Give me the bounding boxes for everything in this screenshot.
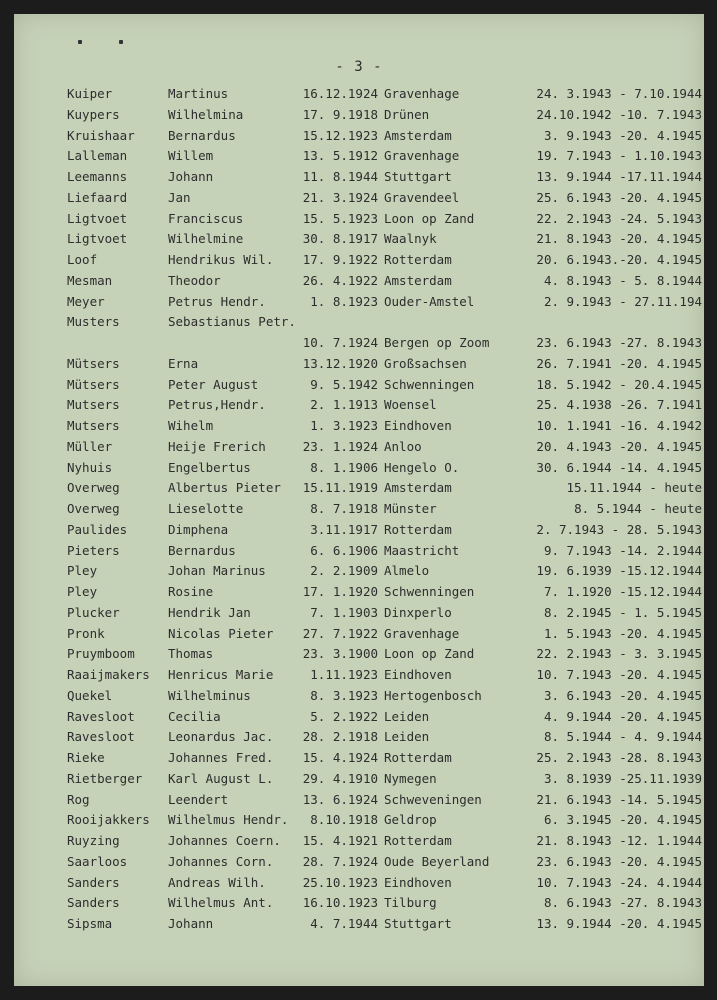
surname-cell: Loof bbox=[67, 252, 98, 267]
surname-cell: Rietberger bbox=[67, 770, 143, 786]
birth-date-cell: 9. 5.1942 bbox=[310, 376, 378, 392]
period-cell: 4. 8.1943 - 5. 8.1944 bbox=[543, 272, 702, 288]
birth-place-cell: Stuttgart bbox=[384, 916, 452, 931]
period-cell: 25. 2.1943 -28. 8.1943 bbox=[536, 750, 702, 765]
birth-place-cell: Gravenhage bbox=[384, 86, 460, 101]
given-names-cell: Cecilia bbox=[168, 708, 221, 724]
given-names-cell: Wilhelmus Hendr. bbox=[168, 812, 289, 828]
surname-cell: Quekel bbox=[67, 687, 113, 703]
period-cell: 13. 9.1944 -20. 4.1945 bbox=[536, 916, 702, 931]
period-cell: 7. 1.1920 -15.12.1944 bbox=[543, 584, 702, 599]
birth-date-cell: 5. 2.1922 bbox=[310, 708, 378, 724]
given-names-cell: Leendert bbox=[168, 791, 229, 807]
list-row bbox=[14, 354, 704, 375]
list-row bbox=[14, 126, 704, 147]
surname-cell: Lalleman bbox=[67, 148, 128, 164]
given-names-cell: Sebastianus Petr. bbox=[168, 314, 296, 330]
birth-date-cell: 28. 2.1918 bbox=[302, 729, 378, 745]
given-names-cell: Bernardus bbox=[168, 542, 236, 558]
birth-date-cell: 3.11.1917 bbox=[310, 521, 378, 537]
birth-date-cell: 1. 3.1923 bbox=[310, 418, 378, 433]
period-cell: 23. 6.1943 -27. 8.1943 bbox=[536, 335, 702, 350]
given-names-cell: Wilhelmine bbox=[168, 231, 244, 247]
given-names-cell: Lieselotte bbox=[168, 501, 244, 516]
period-cell: 13. 9.1944 -17.11.1944 bbox=[536, 169, 702, 184]
given-names-cell: Wihelm bbox=[168, 418, 214, 433]
surname-cell: Paulides bbox=[67, 521, 128, 537]
period-cell: 8. 6.1943 -27. 8.1943 bbox=[543, 895, 702, 911]
list-row bbox=[14, 146, 704, 167]
birth-place-cell: Hengelo O. bbox=[384, 459, 460, 475]
list-row bbox=[14, 437, 704, 458]
birth-place-cell: Schweveningen bbox=[384, 791, 482, 807]
surname-cell: Sanders bbox=[67, 895, 120, 911]
birth-place-cell: Almelo bbox=[384, 563, 430, 579]
birth-date-cell: 7. 1.1903 bbox=[310, 604, 378, 620]
given-names-cell: Karl August L. bbox=[168, 770, 274, 786]
birth-place-cell: Eindhoven bbox=[384, 874, 452, 890]
period-cell: 21. 6.1943 -14. 5.1945 bbox=[536, 791, 702, 807]
surname-cell: Kruishaar bbox=[67, 127, 135, 143]
list-row bbox=[14, 458, 704, 479]
birth-date-cell: 26. 4.1922 bbox=[302, 272, 378, 288]
birth-place-cell: Gravenhage bbox=[384, 625, 460, 641]
birth-date-cell: 28. 7.1924 bbox=[302, 853, 378, 869]
surname-cell: Sipsma bbox=[67, 916, 113, 931]
birth-date-cell: 2. 1.1913 bbox=[310, 397, 378, 413]
list-row bbox=[14, 541, 704, 562]
birth-date-cell: 15.11.1919 bbox=[302, 480, 378, 496]
period-cell: 8. 2.1945 - 1. 5.1945 bbox=[543, 604, 702, 620]
birth-place-cell: Ouder-Amstel bbox=[384, 293, 475, 309]
period-cell: 22. 2.1943 - 3. 3.1945 bbox=[536, 646, 702, 662]
surname-cell: Kuiper bbox=[67, 86, 113, 101]
list-row bbox=[14, 84, 704, 105]
given-names-cell: Albertus Pieter bbox=[168, 480, 281, 496]
surname-cell: Pley bbox=[67, 584, 98, 599]
period-cell: 3. 6.1943 -20. 4.1945 bbox=[543, 687, 702, 703]
birth-place-cell: Nymegen bbox=[384, 770, 437, 786]
list-row bbox=[14, 852, 704, 873]
given-names-cell: Hendrikus Wil. bbox=[168, 252, 274, 267]
birth-date-cell: 15. 5.1923 bbox=[302, 210, 378, 226]
surname-cell: Pruymboom bbox=[67, 646, 135, 662]
list-row bbox=[14, 395, 704, 416]
birth-date-cell: 17. 9.1922 bbox=[302, 252, 378, 267]
period-cell: 10. 7.1943 -20. 4.1945 bbox=[536, 667, 702, 682]
period-cell: 1. 5.1943 -20. 4.1945 bbox=[543, 625, 702, 641]
given-names-cell: Willem bbox=[168, 148, 214, 164]
period-cell: 3. 8.1939 -25.11.1939 bbox=[543, 770, 702, 786]
list-row bbox=[14, 914, 704, 935]
given-names-cell: Johann bbox=[168, 169, 214, 184]
birth-date-cell: 23. 3.1900 bbox=[302, 646, 378, 662]
surname-cell: Rooijakkers bbox=[67, 812, 150, 828]
birth-date-cell: 15.12.1923 bbox=[302, 127, 378, 143]
given-names-cell: Dimphena bbox=[168, 521, 229, 537]
list-row bbox=[14, 292, 704, 313]
birth-date-cell: 15. 4.1924 bbox=[302, 750, 378, 765]
given-names-cell: Theodor bbox=[168, 272, 221, 288]
period-cell: 6. 3.1945 -20. 4.1945 bbox=[543, 812, 702, 828]
birth-place-cell: Loon op Zand bbox=[384, 646, 475, 662]
list-row bbox=[14, 478, 704, 499]
birth-place-cell: Rotterdam bbox=[384, 750, 452, 765]
birth-date-cell: 1.11.1923 bbox=[310, 667, 378, 682]
surname-cell: Nyhuis bbox=[67, 459, 113, 475]
period-cell: 9. 7.1943 -14. 2.1944 bbox=[543, 542, 702, 558]
birth-date-cell: 4. 7.1944 bbox=[310, 916, 378, 931]
birth-place-cell: Gravenhage bbox=[384, 148, 460, 164]
given-names-cell: Peter August bbox=[168, 376, 259, 392]
given-names-cell: Nicolas Pieter bbox=[168, 625, 274, 641]
list-row bbox=[14, 188, 704, 209]
given-names-cell: Franciscus bbox=[168, 210, 244, 226]
given-names-cell: Erna bbox=[168, 355, 199, 371]
surname-cell: Leemanns bbox=[67, 169, 128, 184]
birth-date-cell: 8. 1.1906 bbox=[310, 459, 378, 475]
surname-cell: Sanders bbox=[67, 874, 120, 890]
birth-date-cell: 1. 8.1923 bbox=[310, 293, 378, 309]
given-names-cell: Johan Marinus bbox=[168, 563, 266, 579]
list-row bbox=[14, 250, 704, 271]
birth-place-cell: Leiden bbox=[384, 708, 430, 724]
birth-date-cell: 16.12.1924 bbox=[302, 86, 378, 101]
surname-cell: Musters bbox=[67, 314, 120, 330]
period-cell: 10. 7.1943 -24. 4.1944 bbox=[536, 874, 702, 890]
birth-place-cell: Tilburg bbox=[384, 895, 437, 911]
given-names-cell: Wilhelminus bbox=[168, 687, 251, 703]
period-cell: 22. 2.1943 -24. 5.1943 bbox=[536, 210, 702, 226]
surname-cell: Pronk bbox=[67, 625, 105, 641]
period-cell: 23. 6.1943 -20. 4.1945 bbox=[536, 853, 702, 869]
birth-place-cell: Oude Beyerland bbox=[384, 853, 490, 869]
period-cell: 25. 4.1938 -26. 7.1941 bbox=[536, 397, 702, 413]
birth-place-cell: Amsterdam bbox=[384, 127, 452, 143]
punch-mark bbox=[119, 40, 123, 44]
surname-cell: Ligtvoet bbox=[67, 231, 128, 247]
list-row bbox=[14, 603, 704, 624]
birth-date-cell: 21. 3.1924 bbox=[302, 189, 378, 205]
period-cell: 8. 5.1944 - 4. 9.1944 bbox=[543, 729, 702, 745]
period-cell: 24.10.1942 -10. 7.1943 bbox=[536, 106, 702, 122]
list-row bbox=[14, 727, 704, 748]
surname-cell: Saarloos bbox=[67, 853, 128, 869]
surname-cell: Liefaard bbox=[67, 189, 128, 205]
birth-date-cell: 15. 4.1921 bbox=[302, 833, 378, 848]
birth-place-cell: Rotterdam bbox=[384, 833, 452, 848]
given-names-cell: Heije Frerich bbox=[168, 438, 266, 454]
list-row bbox=[14, 105, 704, 126]
surname-cell: Raaijmakers bbox=[67, 667, 150, 682]
birth-date-cell: 2. 2.1909 bbox=[310, 563, 378, 579]
list-row bbox=[14, 375, 704, 396]
period-cell: 8. 5.1944 - heute bbox=[574, 501, 702, 516]
surname-cell: Kuypers bbox=[67, 106, 120, 122]
birth-place-cell: Stuttgart bbox=[384, 169, 452, 184]
birth-date-cell: 30. 8.1917 bbox=[302, 231, 378, 247]
period-cell: 24. 3.1943 - 7.10.1944 bbox=[536, 86, 702, 101]
birth-date-cell: 25.10.1923 bbox=[302, 874, 378, 890]
list-row bbox=[14, 831, 704, 852]
birth-place-cell: Eindhoven bbox=[384, 418, 452, 433]
period-cell: 2. 7.1943 - 28. 5.1943 bbox=[536, 521, 702, 537]
given-names-cell: Petrus,Hendr. bbox=[168, 397, 266, 413]
given-names-cell: Andreas Wilh. bbox=[168, 874, 266, 890]
birth-date-cell: 29. 4.1910 bbox=[302, 770, 378, 786]
given-names-cell: Bernardus bbox=[168, 127, 236, 143]
surname-cell: Ravesloot bbox=[67, 729, 135, 745]
list-row bbox=[14, 873, 704, 894]
list-row bbox=[14, 665, 704, 686]
birth-date-cell: 17. 1.1920 bbox=[302, 584, 378, 599]
list-row bbox=[14, 229, 704, 250]
period-cell: 25. 6.1943 -20. 4.1945 bbox=[536, 189, 702, 205]
list-row bbox=[14, 893, 704, 914]
birth-date-cell: 16.10.1923 bbox=[302, 895, 378, 911]
list-row bbox=[14, 624, 704, 645]
list-row bbox=[14, 790, 704, 811]
birth-place-cell: Amsterdam bbox=[384, 480, 452, 496]
period-cell: 10. 1.1941 -16. 4.1942 bbox=[536, 418, 702, 433]
surname-cell: Mesman bbox=[67, 272, 113, 288]
birth-place-cell: Anloo bbox=[384, 438, 422, 454]
given-names-cell: Wilhelmina bbox=[168, 106, 244, 122]
list-row bbox=[14, 167, 704, 188]
period-cell: 30. 6.1944 -14. 4.1945 bbox=[536, 459, 702, 475]
birth-place-cell: Rotterdam bbox=[384, 252, 452, 267]
given-names-cell: Wilhelmus Ant. bbox=[168, 895, 274, 911]
birth-date-cell: 17. 9.1918 bbox=[302, 106, 378, 122]
document-page bbox=[14, 14, 704, 986]
given-names-cell: Engelbertus bbox=[168, 459, 251, 475]
birth-place-cell: Waalnyk bbox=[384, 231, 437, 247]
birth-place-cell: Bergen op Zoom bbox=[384, 335, 490, 350]
birth-date-cell: 13. 6.1924 bbox=[302, 791, 378, 807]
period-cell: 20. 6.1943.-20. 4.1945 bbox=[536, 252, 702, 267]
list-row bbox=[14, 333, 704, 354]
birth-place-cell: Hertogenbosch bbox=[384, 687, 482, 703]
birth-date-cell: 27. 7.1922 bbox=[302, 625, 378, 641]
given-names-cell: Johannes Coern. bbox=[168, 833, 281, 848]
list-row bbox=[14, 499, 704, 520]
given-names-cell: Thomas bbox=[168, 646, 214, 662]
list-row bbox=[14, 416, 704, 437]
surname-cell: Meyer bbox=[67, 293, 105, 309]
birth-place-cell: Geldrop bbox=[384, 812, 437, 828]
birth-date-cell: 8.10.1918 bbox=[310, 812, 378, 828]
birth-place-cell: Maastricht bbox=[384, 542, 460, 558]
birth-place-cell: Schwenningen bbox=[384, 584, 475, 599]
birth-date-cell: 6. 6.1906 bbox=[310, 542, 378, 558]
period-cell: 19. 7.1943 - 1.10.1943 bbox=[536, 148, 702, 164]
surname-cell: Ruyzing bbox=[67, 833, 120, 848]
given-names-cell: Henricus Marie bbox=[168, 667, 274, 682]
birth-place-cell: Münster bbox=[384, 501, 437, 516]
list-row bbox=[14, 561, 704, 582]
birth-date-cell: 10. 7.1924 bbox=[302, 335, 378, 350]
birth-place-cell: Rotterdam bbox=[384, 521, 452, 537]
list-row bbox=[14, 520, 704, 541]
list-row bbox=[14, 686, 704, 707]
list-row bbox=[14, 582, 704, 603]
surname-cell: Overweg bbox=[67, 501, 120, 516]
surname-cell: Rieke bbox=[67, 750, 105, 765]
punch-mark bbox=[78, 40, 82, 44]
period-cell: 15.11.1944 - heute bbox=[566, 480, 702, 496]
birth-place-cell: Dinxperlo bbox=[384, 604, 452, 620]
birth-place-cell: Gravendeel bbox=[384, 189, 460, 205]
period-cell: 20. 4.1943 -20. 4.1945 bbox=[536, 438, 702, 454]
list-row bbox=[14, 271, 704, 292]
list-row bbox=[14, 209, 704, 230]
birth-date-cell: 13.12.1920 bbox=[302, 355, 378, 371]
birth-date-cell: 13. 5.1912 bbox=[302, 148, 378, 164]
surname-cell: Müller bbox=[67, 438, 113, 454]
birth-place-cell: Eindhoven bbox=[384, 667, 452, 682]
surname-cell: Mütsers bbox=[67, 355, 120, 371]
person-list bbox=[14, 84, 704, 935]
surname-cell: Pieters bbox=[67, 542, 120, 558]
birth-place-cell: Großsachsen bbox=[384, 355, 467, 371]
given-names-cell: Johann bbox=[168, 916, 214, 931]
surname-cell: Plucker bbox=[67, 604, 120, 620]
birth-date-cell: 8. 7.1918 bbox=[310, 501, 378, 516]
surname-cell: Mutsers bbox=[67, 397, 120, 413]
period-cell: 18. 5.1942 - 20.4.1945 bbox=[536, 376, 702, 392]
page-number: - 3 - bbox=[335, 59, 383, 75]
given-names-cell: Rosine bbox=[168, 584, 214, 599]
given-names-cell: Hendrik Jan bbox=[168, 604, 251, 620]
birth-place-cell: Leiden bbox=[384, 729, 430, 745]
given-names-cell: Leonardus Jac. bbox=[168, 729, 274, 745]
given-names-cell: Martinus bbox=[168, 86, 229, 101]
list-row bbox=[14, 748, 704, 769]
list-row bbox=[14, 769, 704, 790]
list-row bbox=[14, 312, 704, 333]
period-cell: 21. 8.1943 -12. 1.1944 bbox=[536, 833, 702, 848]
period-cell: 4. 9.1944 -20. 4.1945 bbox=[543, 708, 702, 724]
period-cell: 21. 8.1943 -20. 4.1945 bbox=[536, 231, 702, 247]
period-cell: 19. 6.1939 -15.12.1944 bbox=[536, 563, 702, 579]
list-row bbox=[14, 644, 704, 665]
given-names-cell: Jan bbox=[168, 189, 191, 205]
surname-cell: Mutsers bbox=[67, 418, 120, 433]
period-cell: 26. 7.1941 -20. 4.1945 bbox=[536, 355, 702, 371]
surname-cell: Rog bbox=[67, 791, 90, 807]
birth-place-cell: Woensel bbox=[384, 397, 437, 413]
surname-cell: Mütsers bbox=[67, 376, 120, 392]
given-names-cell: Johannes Fred. bbox=[168, 750, 274, 765]
birth-place-cell: Schwenningen bbox=[384, 376, 475, 392]
list-row bbox=[14, 707, 704, 728]
birth-place-cell: Drünen bbox=[384, 106, 430, 122]
surname-cell: Ravesloot bbox=[67, 708, 135, 724]
birth-place-cell: Amsterdam bbox=[384, 272, 452, 288]
birth-place-cell: Loon op Zand bbox=[384, 210, 475, 226]
birth-date-cell: 8. 3.1923 bbox=[310, 687, 378, 703]
birth-date-cell: 11. 8.1944 bbox=[302, 169, 378, 184]
given-names-cell: Petrus Hendr. bbox=[168, 293, 266, 309]
birth-date-cell: 23. 1.1924 bbox=[302, 438, 378, 454]
period-cell: 2. 9.1943 - 27.11.194 bbox=[543, 293, 702, 309]
surname-cell: Ligtvoet bbox=[67, 210, 128, 226]
surname-cell: Pley bbox=[67, 563, 98, 579]
surname-cell: Overweg bbox=[67, 480, 120, 496]
list-row bbox=[14, 810, 704, 831]
given-names-cell: Johannes Corn. bbox=[168, 853, 274, 869]
period-cell: 3. 9.1943 -20. 4.1945 bbox=[543, 127, 702, 143]
